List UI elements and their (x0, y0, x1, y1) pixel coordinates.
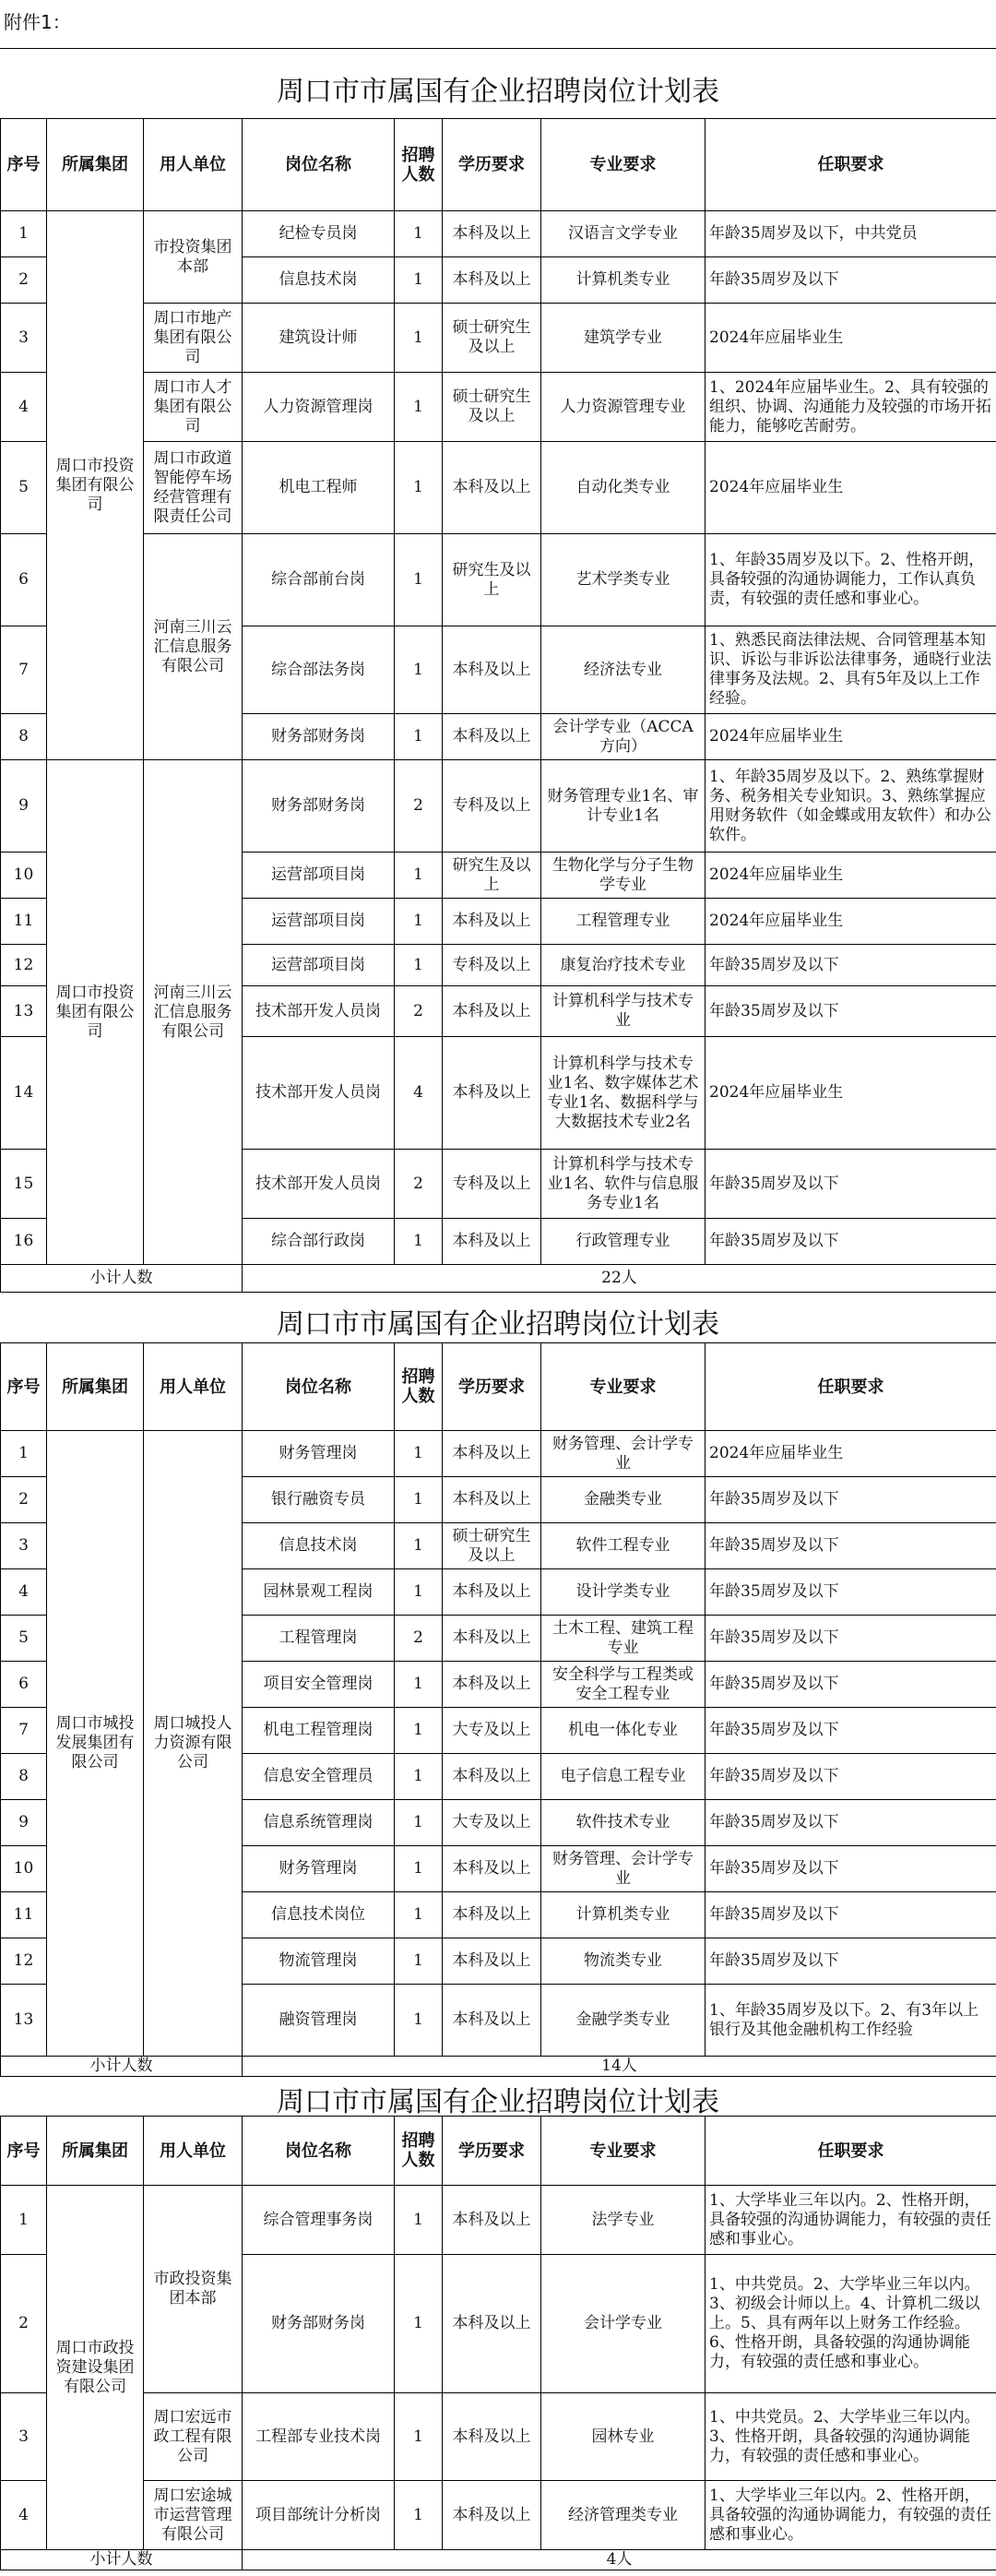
cell-edu: 本科及以上 (443, 211, 541, 257)
cell-duty: 2024年应届毕业生 (706, 714, 996, 760)
cell-edu: 本科及以上 (443, 714, 541, 760)
cell-edu: 本科及以上 (443, 2481, 541, 2550)
cell-major: 软件技术专业 (541, 1800, 706, 1846)
cell-edu: 本科及以上 (443, 626, 541, 714)
cell-count: 2 (395, 1150, 443, 1219)
table2-subtotal-row (1, 2057, 996, 2077)
cell-major: 经济管理类专业 (541, 2481, 706, 2550)
cell-duty: 年龄35周岁及以下，中共党员 (706, 211, 996, 257)
cell-major: 会计学专业（ACCA方向） (541, 714, 706, 760)
cell-duty: 年龄35周岁及以下 (706, 1708, 996, 1754)
cell-count: 1 (395, 211, 443, 257)
cell-major: 机电一体化专业 (541, 1708, 706, 1754)
cell-count: 1 (395, 1846, 443, 1892)
table-row (1, 373, 996, 442)
cell-duty: 年龄35周岁及以下 (706, 1754, 996, 1800)
header-group: 所属集团 (47, 119, 144, 211)
cell-edu: 本科及以上 (443, 2393, 541, 2481)
cell-edu: 本科及以上 (443, 899, 541, 945)
cell-unit: 周口市人才集团有限公司 (144, 373, 243, 442)
cell-post: 园林景观工程岗 (243, 1569, 395, 1616)
cell-no: 13 (1, 1985, 47, 2057)
subtotal-label: 小计人数 (1, 2550, 243, 2570)
table1-header-row (1, 119, 996, 211)
header-count: 招聘人数 (395, 2117, 443, 2186)
cell-post: 财务管理岗 (243, 1431, 395, 1477)
table3-subtotal-row (1, 2550, 996, 2570)
cell-post: 财务管理岗 (243, 1846, 395, 1892)
cell-count: 2 (395, 986, 443, 1037)
cell-post: 综合部行政岗 (243, 1219, 395, 1265)
cell-no: 2 (1, 2255, 47, 2393)
cell-post: 技术部开发人员岗 (243, 986, 395, 1037)
cell-major: 建筑学专业 (541, 304, 706, 373)
cell-duty: 1、年龄35周岁及以下。2、熟练掌握财务、税务相关专业知识。3、熟练掌握应用财务软件（如金蝶或用友软件）和办公软件。 (706, 760, 996, 853)
cell-count: 1 (395, 2393, 443, 2481)
table1-subtotal-row (1, 1265, 996, 1293)
cell-count: 1 (395, 1800, 443, 1846)
cell-unit: 市政投资集团本部 (144, 2186, 243, 2393)
header-unit: 用人单位 (144, 1343, 243, 1431)
cell-duty: 年龄35周岁及以下 (706, 1219, 996, 1265)
cell-major: 人力资源管理专业 (541, 373, 706, 442)
cell-no: 15 (1, 1150, 47, 1219)
cell-no: 1 (1, 2186, 47, 2255)
cell-duty: 1、年龄35周岁及以下。2、性格开朗，具备较强的沟通协调能力，工作认真负责，有较强的责任感和事业心。 (706, 534, 996, 626)
cell-major: 经济法专业 (541, 626, 706, 714)
cell-no: 3 (1, 1523, 47, 1569)
header-unit: 用人单位 (144, 119, 243, 211)
header-no: 序号 (1, 119, 47, 211)
cell-major: 软件工程专业 (541, 1523, 706, 1569)
table-row (1, 2481, 996, 2550)
cell-duty: 2024年应届毕业生 (706, 853, 996, 899)
cell-edu: 本科及以上 (443, 1754, 541, 1800)
cell-count: 1 (395, 1569, 443, 1616)
cell-no: 8 (1, 1754, 47, 1800)
cell-count: 1 (395, 2255, 443, 2393)
cell-count: 2 (395, 760, 443, 853)
table-row (1, 2393, 996, 2481)
cell-unit: 河南三川云汇信息服务有限公司 (144, 534, 243, 760)
cell-no: 5 (1, 442, 47, 534)
cell-post: 机电工程师 (243, 442, 395, 534)
cell-no: 6 (1, 1662, 47, 1708)
cell-edu: 专科及以上 (443, 760, 541, 853)
cell-count: 1 (395, 2186, 443, 2255)
header-group: 所属集团 (47, 2117, 144, 2186)
cell-duty: 2024年应届毕业生 (706, 1037, 996, 1150)
cell-unit: 周口宏远市政工程有限公司 (144, 2393, 243, 2481)
cell-no: 1 (1, 211, 47, 257)
cell-edu: 本科及以上 (443, 1892, 541, 1938)
cell-edu: 本科及以上 (443, 2186, 541, 2255)
cell-duty: 2024年应届毕业生 (706, 899, 996, 945)
header-post: 岗位名称 (243, 2117, 395, 2186)
cell-edu: 本科及以上 (443, 2255, 541, 2393)
cell-duty: 2024年应届毕业生 (706, 304, 996, 373)
cell-count: 1 (395, 853, 443, 899)
cell-post: 项目部统计分析岗 (243, 2481, 395, 2550)
cell-edu: 专科及以上 (443, 945, 541, 986)
cell-major: 财务管理、会计学专业 (541, 1846, 706, 1892)
cell-major: 康复治疗技术专业 (541, 945, 706, 986)
cell-major: 工程管理专业 (541, 899, 706, 945)
cell-count: 1 (395, 899, 443, 945)
cell-major: 金融类专业 (541, 1477, 706, 1523)
cell-group: 周口市城投发展集团有限公司 (47, 1431, 144, 2057)
cell-no: 5 (1, 1616, 47, 1662)
cell-unit: 河南三川云汇信息服务有限公司 (144, 760, 243, 1265)
cell-duty: 2024年应届毕业生 (706, 1431, 996, 1477)
cell-count: 1 (395, 1219, 443, 1265)
cell-no: 16 (1, 1219, 47, 1265)
cell-post: 财务部财务岗 (243, 2255, 395, 2393)
cell-duty: 1、中共党员。2、大学毕业三年以内。3、初级会计师以上。4、计算机二级以上。5、具有两年以上财务工作经验。6、性格开朗，具备较强的沟通协调能力，有较强的责任感和事业心。 (706, 2255, 996, 2393)
table2 (0, 1342, 996, 2077)
cell-post: 纪检专员岗 (243, 211, 395, 257)
table2-title: 周口市市属国有企业招聘岗位计划表 (277, 1308, 719, 1341)
cell-major: 土木工程、建筑工程专业 (541, 1616, 706, 1662)
header-major: 专业要求 (541, 119, 706, 211)
header-major: 专业要求 (541, 2117, 706, 2186)
cell-major: 艺术学类专业 (541, 534, 706, 626)
cell-no: 2 (1, 257, 47, 304)
cell-post: 物流管理岗 (243, 1938, 395, 1985)
cell-no: 1 (1, 1431, 47, 1477)
cell-edu: 本科及以上 (443, 1477, 541, 1523)
header-major: 专业要求 (541, 1343, 706, 1431)
header-unit: 用人单位 (144, 2117, 243, 2186)
cell-count: 1 (395, 1523, 443, 1569)
cell-edu: 大专及以上 (443, 1708, 541, 1754)
cell-edu: 本科及以上 (443, 1616, 541, 1662)
cell-post: 综合部前台岗 (243, 534, 395, 626)
cell-edu: 硕士研究生及以上 (443, 1523, 541, 1569)
cell-edu: 研究生及以上 (443, 534, 541, 626)
cell-unit: 周口宏途城市运营管理有限公司 (144, 2481, 243, 2550)
cell-post: 综合部法务岗 (243, 626, 395, 714)
cell-major: 园林专业 (541, 2393, 706, 2481)
cell-unit: 周口市地产集团有限公司 (144, 304, 243, 373)
cell-duty: 1、中共党员。2、大学毕业三年以内。3、性格开朗，具备较强的沟通协调能力，有较强的责任感和事业心。 (706, 2393, 996, 2481)
cell-post: 财务部财务岗 (243, 714, 395, 760)
cell-duty: 年龄35周岁及以下 (706, 1800, 996, 1846)
cell-no: 2 (1, 1477, 47, 1523)
cell-post: 工程部专业技术岗 (243, 2393, 395, 2481)
cell-duty: 年龄35周岁及以下 (706, 1662, 996, 1708)
cell-major: 金融学类专业 (541, 1985, 706, 2057)
cell-no: 3 (1, 304, 47, 373)
cell-edu: 本科及以上 (443, 442, 541, 534)
cell-edu: 本科及以上 (443, 257, 541, 304)
cell-duty: 2024年应届毕业生 (706, 442, 996, 534)
cell-unit: 周口市政道智能停车场经营管理有限责任公司 (144, 442, 243, 534)
cell-major: 计算机类专业 (541, 257, 706, 304)
cell-duty: 年龄35周岁及以下 (706, 1569, 996, 1616)
cell-duty: 年龄35周岁及以下 (706, 257, 996, 304)
table3-title: 周口市市属国有企业招聘岗位计划表 (277, 2086, 719, 2118)
cell-duty: 年龄35周岁及以下 (706, 1523, 996, 1569)
cell-major: 自动化类专业 (541, 442, 706, 534)
cell-post: 信息技术岗 (243, 257, 395, 304)
subtotal-label: 小计人数 (1, 1265, 243, 1293)
header-duty: 任职要求 (706, 119, 996, 211)
cell-major: 行政管理专业 (541, 1219, 706, 1265)
cell-no: 12 (1, 1938, 47, 1985)
cell-no: 14 (1, 1037, 47, 1150)
table2-header-row (1, 1343, 996, 1431)
cell-count: 1 (395, 945, 443, 986)
cell-edu: 本科及以上 (443, 1037, 541, 1150)
cell-duty: 年龄35周岁及以下 (706, 945, 996, 986)
cell-duty: 1、大学毕业三年以内。2、性格开朗，具备较强的沟通协调能力，有较强的责任感和事业心。 (706, 2481, 996, 2550)
cell-post: 财务部财务岗 (243, 760, 395, 853)
cell-post: 人力资源管理岗 (243, 373, 395, 442)
cell-no: 10 (1, 853, 47, 899)
header-duty: 任职要求 (706, 1343, 996, 1431)
cell-count: 1 (395, 534, 443, 626)
cell-duty: 年龄35周岁及以下 (706, 1846, 996, 1892)
subtotal-value: 14人 (243, 2057, 996, 2077)
cell-post: 综合管理事务岗 (243, 2186, 395, 2255)
table-row (1, 211, 996, 257)
cell-edu: 本科及以上 (443, 1985, 541, 2057)
cell-no: 7 (1, 626, 47, 714)
cell-no: 11 (1, 1892, 47, 1938)
cell-edu: 硕士研究生及以上 (443, 373, 541, 442)
cell-edu: 本科及以上 (443, 1569, 541, 1616)
cell-duty: 年龄35周岁及以下 (706, 986, 996, 1037)
cell-count: 1 (395, 1985, 443, 2057)
cell-post: 机电工程管理岗 (243, 1708, 395, 1754)
cell-duty: 年龄35周岁及以下 (706, 1892, 996, 1938)
cell-post: 信息安全管理员 (243, 1754, 395, 1800)
cell-post: 技术部开发人员岗 (243, 1150, 395, 1219)
cell-duty: 1、2024年应届毕业生。2、具有较强的组织、协调、沟通能力及较强的市场开拓能力，能够吃苦耐劳。 (706, 373, 996, 442)
cell-duty: 年龄35周岁及以下 (706, 1477, 996, 1523)
cell-count: 1 (395, 626, 443, 714)
cell-major: 财务管理、会计学专业 (541, 1431, 706, 1477)
header-edu: 学历要求 (443, 119, 541, 211)
cell-major: 法学专业 (541, 2186, 706, 2255)
cell-count: 1 (395, 1938, 443, 1985)
cell-no: 3 (1, 2393, 47, 2481)
table1-title: 周口市市属国有企业招聘岗位计划表 (277, 76, 719, 108)
cell-edu: 研究生及以上 (443, 853, 541, 899)
header-no: 序号 (1, 2117, 47, 2186)
cell-count: 1 (395, 1754, 443, 1800)
cell-no: 4 (1, 1569, 47, 1616)
cell-major: 会计学专业 (541, 2255, 706, 2393)
cell-no: 9 (1, 760, 47, 853)
table-row (1, 2186, 996, 2255)
cell-post: 运营部项目岗 (243, 899, 395, 945)
cell-major: 计算机科学与技术专业1名、软件与信息服务专业1名 (541, 1150, 706, 1219)
cell-no: 4 (1, 373, 47, 442)
cell-major: 汉语言文学专业 (541, 211, 706, 257)
cell-count: 1 (395, 442, 443, 534)
cell-count: 1 (395, 1708, 443, 1754)
subtotal-value: 22人 (243, 1265, 996, 1293)
cell-post: 运营部项目岗 (243, 853, 395, 899)
cell-major: 安全科学与工程类或安全工程专业 (541, 1662, 706, 1708)
header-edu: 学历要求 (443, 2117, 541, 2186)
cell-duty: 年龄35周岁及以下 (706, 1616, 996, 1662)
header-post: 岗位名称 (243, 1343, 395, 1431)
cell-count: 1 (395, 373, 443, 442)
subtotal-value: 4人 (243, 2550, 996, 2570)
cell-no: 9 (1, 1800, 47, 1846)
cell-post: 项目安全管理岗 (243, 1662, 395, 1708)
header-count: 招聘人数 (395, 1343, 443, 1431)
table-row (1, 304, 996, 373)
table-row (1, 442, 996, 534)
cell-duty: 1、熟悉民商法律法规、合同管理基本知识、诉讼与非诉讼法律事务，通晓行业法律事务及法规。2、具有5年及以上工作经验。 (706, 626, 996, 714)
cell-major: 财务管理专业1名、审计专业1名 (541, 760, 706, 853)
cell-group: 周口市投资集团有限公司 (47, 760, 144, 1265)
cell-major: 电子信息工程专业 (541, 1754, 706, 1800)
table-row (1, 1431, 996, 1477)
cell-major: 设计学类专业 (541, 1569, 706, 1616)
header-duty: 任职要求 (706, 2117, 996, 2186)
cell-edu: 本科及以上 (443, 1846, 541, 1892)
cell-duty: 1、年龄35周岁及以下。2、有3年以上银行及其他金融机构工作经验 (706, 1985, 996, 2057)
cell-count: 1 (395, 1477, 443, 1523)
cell-post: 信息系统管理岗 (243, 1800, 395, 1846)
attachment-label: 附件1： (4, 11, 71, 33)
cell-post: 银行融资专员 (243, 1477, 395, 1523)
cell-edu: 本科及以上 (443, 1938, 541, 1985)
cell-edu: 本科及以上 (443, 1662, 541, 1708)
table-row (1, 534, 996, 626)
cell-count: 1 (395, 2481, 443, 2550)
cell-count: 1 (395, 714, 443, 760)
header-post: 岗位名称 (243, 119, 395, 211)
cell-post: 信息技术岗 (243, 1523, 395, 1569)
cell-count: 4 (395, 1037, 443, 1150)
cell-count: 1 (395, 1892, 443, 1938)
cell-no: 12 (1, 945, 47, 986)
header-no: 序号 (1, 1343, 47, 1431)
cell-major: 生物化学与分子生物学专业 (541, 853, 706, 899)
cell-edu: 本科及以上 (443, 1219, 541, 1265)
table1 (0, 118, 996, 1293)
cell-post: 技术部开发人员岗 (243, 1037, 395, 1150)
cell-post: 融资管理岗 (243, 1985, 395, 2057)
header-edu: 学历要求 (443, 1343, 541, 1431)
table-row (1, 760, 996, 853)
cell-major: 计算机类专业 (541, 1892, 706, 1938)
header-count: 招聘人数 (395, 119, 443, 211)
table3-header-row (1, 2117, 996, 2186)
cell-edu: 本科及以上 (443, 1431, 541, 1477)
cell-no: 11 (1, 899, 47, 945)
cell-post: 工程管理岗 (243, 1616, 395, 1662)
subtotal-label: 小计人数 (1, 2057, 243, 2077)
cell-edu: 专科及以上 (443, 1150, 541, 1219)
cell-duty: 年龄35周岁及以下 (706, 1938, 996, 1985)
cell-no: 10 (1, 1846, 47, 1892)
cell-edu: 大专及以上 (443, 1800, 541, 1846)
cell-major: 计算机科学与技术专业1名、数字媒体艺术专业1名、数据科学与大数据技术专业2名 (541, 1037, 706, 1150)
cell-count: 1 (395, 1431, 443, 1477)
cell-no: 4 (1, 2481, 47, 2550)
header-group: 所属集团 (47, 1343, 144, 1431)
cell-post: 建筑设计师 (243, 304, 395, 373)
cell-post: 运营部项目岗 (243, 945, 395, 986)
cell-count: 1 (395, 1662, 443, 1708)
cell-edu: 本科及以上 (443, 986, 541, 1037)
cell-count: 1 (395, 257, 443, 304)
cell-no: 6 (1, 534, 47, 626)
cell-duty: 1、大学毕业三年以内。2、性格开朗，具备较强的沟通协调能力，有较强的责任感和事业心。 (706, 2186, 996, 2255)
cell-no: 7 (1, 1708, 47, 1754)
cell-count: 1 (395, 304, 443, 373)
top-divider (0, 48, 996, 49)
cell-group: 周口市投资集团有限公司 (47, 211, 144, 760)
cell-post: 信息技术岗位 (243, 1892, 395, 1938)
cell-edu: 硕士研究生及以上 (443, 304, 541, 373)
cell-unit: 市投资集团本部 (144, 211, 243, 304)
cell-no: 13 (1, 986, 47, 1037)
cell-no: 8 (1, 714, 47, 760)
cell-count: 2 (395, 1616, 443, 1662)
table3 (0, 2116, 996, 2570)
cell-duty: 年龄35周岁及以下 (706, 1150, 996, 1219)
cell-major: 物流类专业 (541, 1938, 706, 1985)
cell-major: 计算机科学与技术专业 (541, 986, 706, 1037)
cell-group: 周口市政投资建设集团有限公司 (47, 2186, 144, 2550)
cell-unit: 周口城投人力资源有限公司 (144, 1431, 243, 2057)
